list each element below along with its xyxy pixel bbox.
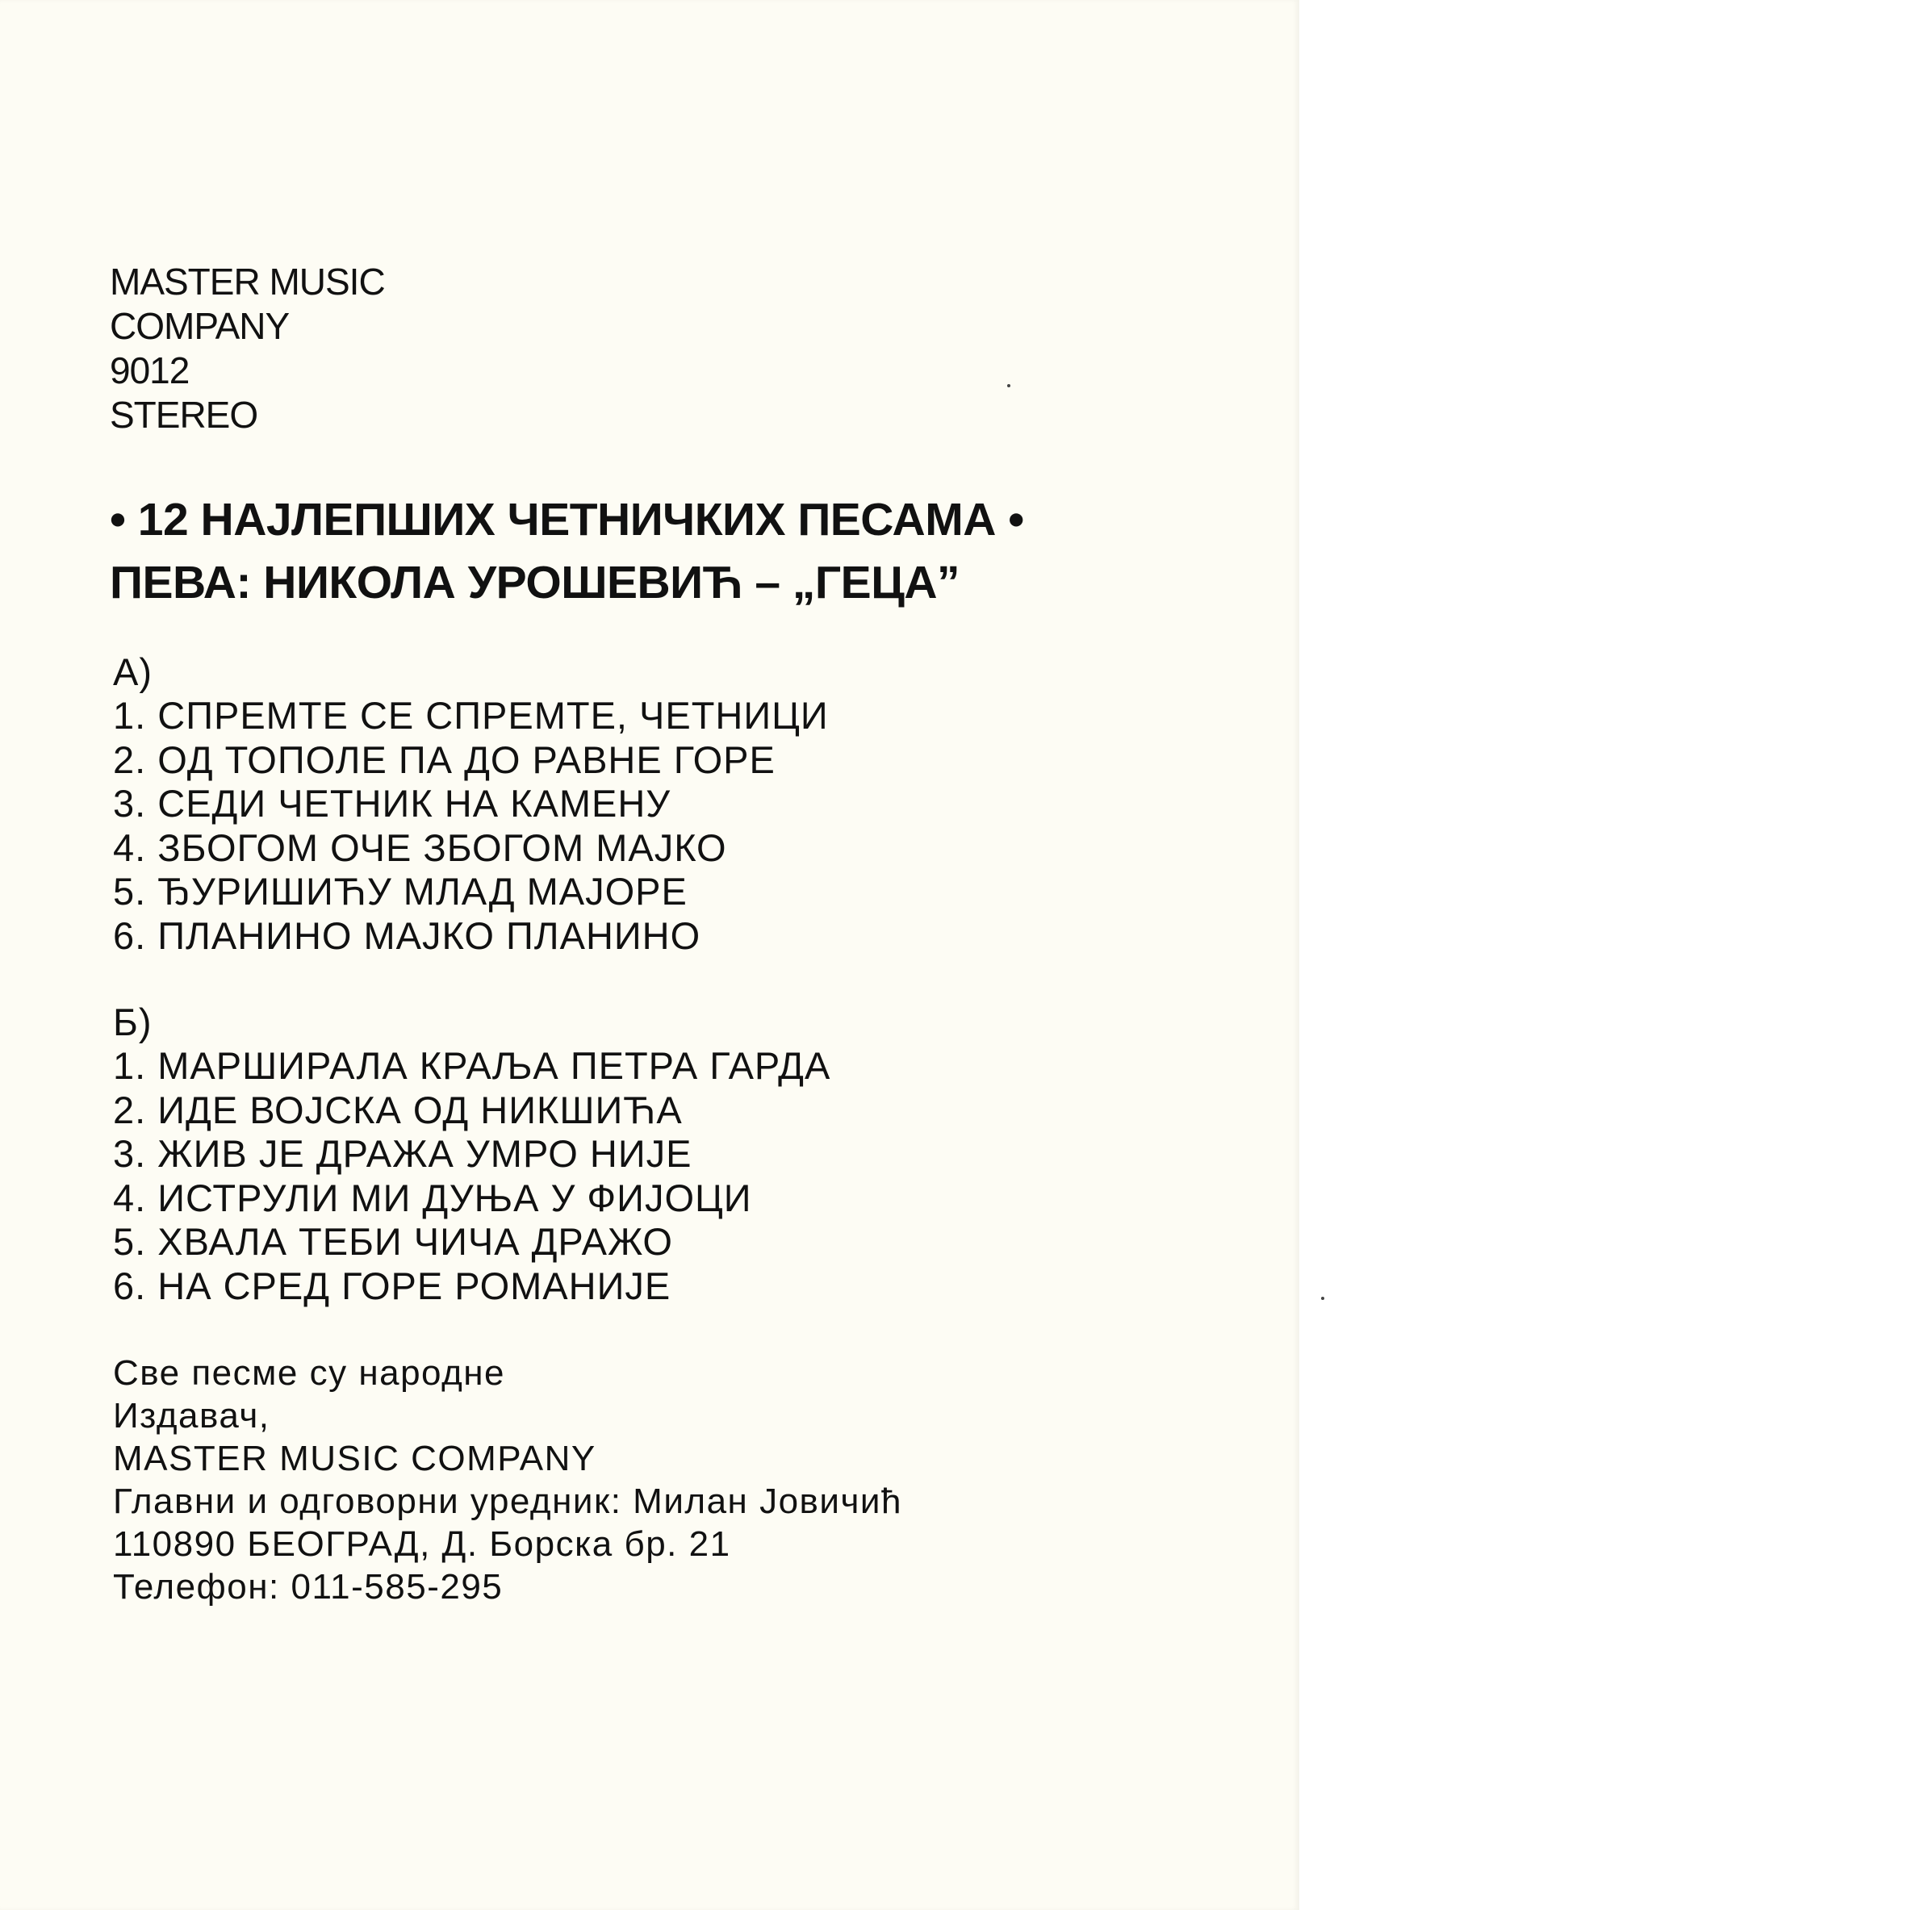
track-item: 6. ПЛАНИНО МАЈКО ПЛАНИНО <box>113 913 701 957</box>
track-item: 3. СЕДИ ЧЕТНИК НА КАМЕНУ <box>113 782 671 825</box>
track-item: 4. ЗБОГОМ ОЧЕ ЗБОГОМ МАЈКО <box>113 825 727 869</box>
address-line: 110890 БЕОГРАД, Д. Борска бр. 21 <box>113 1524 731 1564</box>
publisher-label: Издавач, <box>113 1396 270 1436</box>
credits-note: Све песме су народне <box>113 1353 506 1393</box>
track-item: 5. ЂУРИШИЋУ МЛАД МАЈОРЕ <box>113 870 688 913</box>
performer-line: ПЕВА: НИКОЛА УРОШЕВИЋ – „ГЕЦА” <box>110 557 960 608</box>
audio-format: STEREO <box>110 394 258 436</box>
track-item: 2. ОД ТОПОЛЕ ПА ДО РАВНЕ ГОРЕ <box>113 738 776 781</box>
track-item: 2. ИДЕ ВОЈСКА ОД НИКШИЋА <box>113 1088 683 1131</box>
editor-line: Главни и одговорни уредник: Милан Јовичић <box>113 1482 902 1521</box>
title-line: • 12 НАЈЛЕПШИХ ЧЕТНИЧКИХ ПЕСАМА • <box>110 494 1024 545</box>
phone-line: Телефон: 011-585-295 <box>113 1567 504 1607</box>
track-item: 6. НА СРЕД ГОРЕ РОМАНИЈЕ <box>113 1264 671 1307</box>
track-item: 1. МАРШИРАЛА КРАЉА ПЕТРА ГАРДА <box>113 1044 831 1087</box>
label-name-line1: MASTER MUSIC <box>110 261 385 303</box>
album-title <box>110 488 1024 614</box>
print-speck <box>1321 1297 1324 1300</box>
side-a-tracklist <box>113 650 829 958</box>
side-b-tracklist <box>113 1001 830 1308</box>
side-b-heading: Б) <box>113 1001 153 1043</box>
catalog-number: 9012 <box>110 349 190 391</box>
track-item: 1. СПРЕМТЕ СЕ СПРЕМТЕ, ЧЕТНИЦИ <box>113 694 829 737</box>
print-speck <box>1007 384 1010 387</box>
side-a-heading: А) <box>113 650 153 693</box>
label-info <box>110 260 385 437</box>
track-item: 5. ХВАЛА ТЕБИ ЧИЧА ДРАЖО <box>113 1220 673 1263</box>
publisher-name: MASTER MUSIC COMPANY <box>113 1439 596 1478</box>
track-item: 3. ЖИВ ЈЕ ДРАЖА УМРО НИЈЕ <box>113 1132 692 1175</box>
publisher-credits <box>113 1352 902 1608</box>
track-item: 4. ИСТРУЛИ МИ ДУЊА У ФИЈОЦИ <box>113 1176 752 1219</box>
label-name-line2: COMPANY <box>110 305 290 347</box>
